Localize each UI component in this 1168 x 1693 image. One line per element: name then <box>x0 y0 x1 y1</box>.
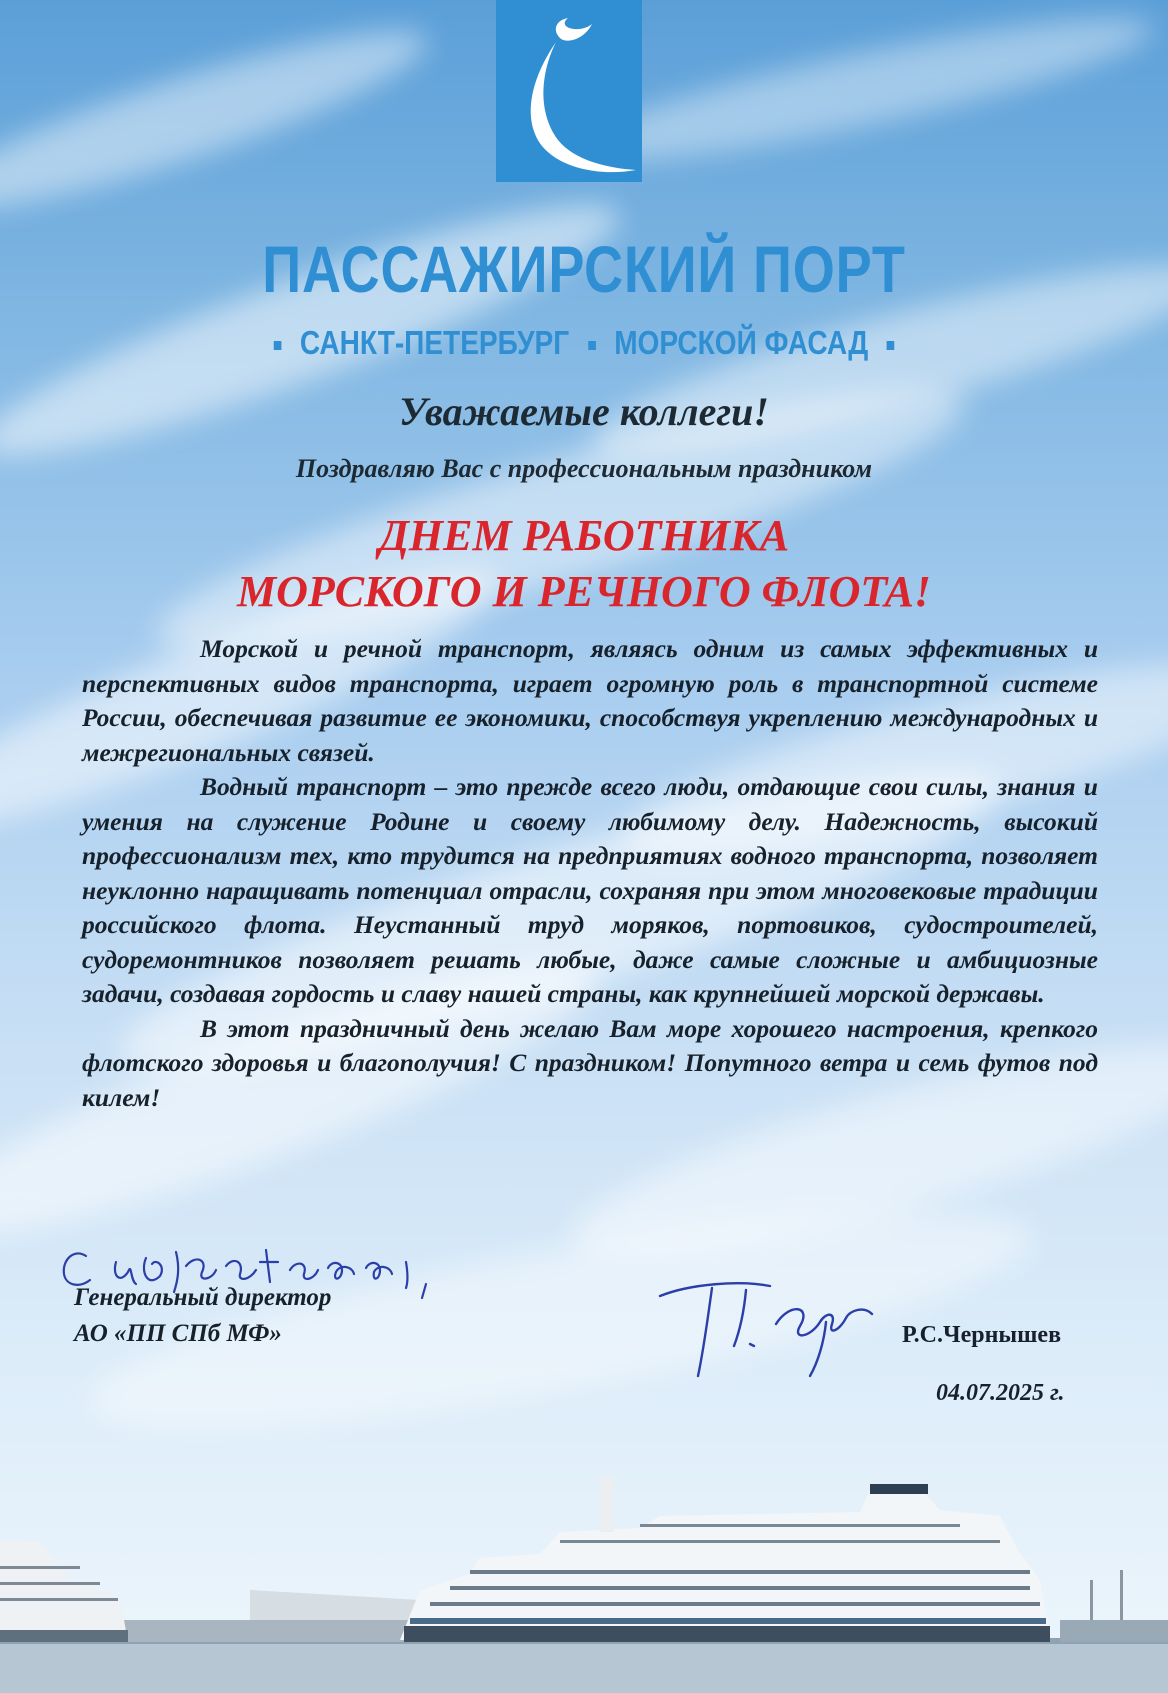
signer-position-line-2: АО «ПП СПб МФ» <box>74 1320 282 1347</box>
paragraph-3: В этот праздничный день желаю Вам море хорошего настроения, крепкого флотского здоровья и благополучия! С праздником! Попутного ветра и семь футов под килем! <box>82 1013 1098 1112</box>
headline-line-1: ДНЕМ РАБОТНИКА <box>378 511 790 560</box>
cruise-ships-photo <box>0 1470 1168 1693</box>
paragraph-1: Морской и речной транспорт, являясь одним из самых эффективных и перспективных видов транспорта, играет огромную роль в транспортной системе России, обеспечивая развитие ее экономики, способствуя укреплению международных и межрегиональных связей. <box>82 634 1098 767</box>
bullet-icon <box>588 341 596 350</box>
brand-title: ПАССАЖИРСКИЙ ПОРТ <box>262 232 906 306</box>
signer-position-line-1: Генеральный директор <box>74 1284 332 1311</box>
signer-name: Р.С.Чернышев <box>902 1322 1062 1348</box>
bullet-icon <box>887 341 895 350</box>
headline-line-2: МОРСКОГО И РЕЧНОГО ФЛОТА! <box>237 567 931 616</box>
greeting: Уважаемые коллеги! <box>399 389 769 434</box>
bullet-icon <box>273 341 281 350</box>
letter-body <box>82 632 1098 1115</box>
brand-subtitle-city: САНКТ-ПЕТЕРБУРГ <box>299 324 570 361</box>
intro-line: Поздравляю Вас с профессиональным праздником <box>295 454 873 483</box>
paragraph-2: Водный транспорт – это прежде всего люди, отдающие свои силы, знания и умения на служение Родине и своему любимому делу. Надежность, высокий профессионализм тех, кто трудится на предприятиях водного транспорта, позволяет неуклонно наращивать потенциал отрасли, сохраняя при этом многовековые традиции российского флота. Неустанный труд моряков, портовиков, судостроителей, судоремонтников позволяет решать любые, даже самые сложные и амбициозные задачи, создавая гордость и славу нашей страны, как крупнейшей морской державы. <box>82 772 1098 1008</box>
brand-subtitle-facade: МОРСКОЙ ФАСАД <box>614 324 869 361</box>
signer-position <box>74 1280 331 1352</box>
letter-date: 04.07.2025 г. <box>936 1380 1065 1406</box>
port-logo-icon <box>496 0 642 182</box>
handwritten-signature <box>650 1266 890 1386</box>
brand-subtitle <box>88 326 1081 359</box>
holiday-headline <box>0 508 1168 620</box>
